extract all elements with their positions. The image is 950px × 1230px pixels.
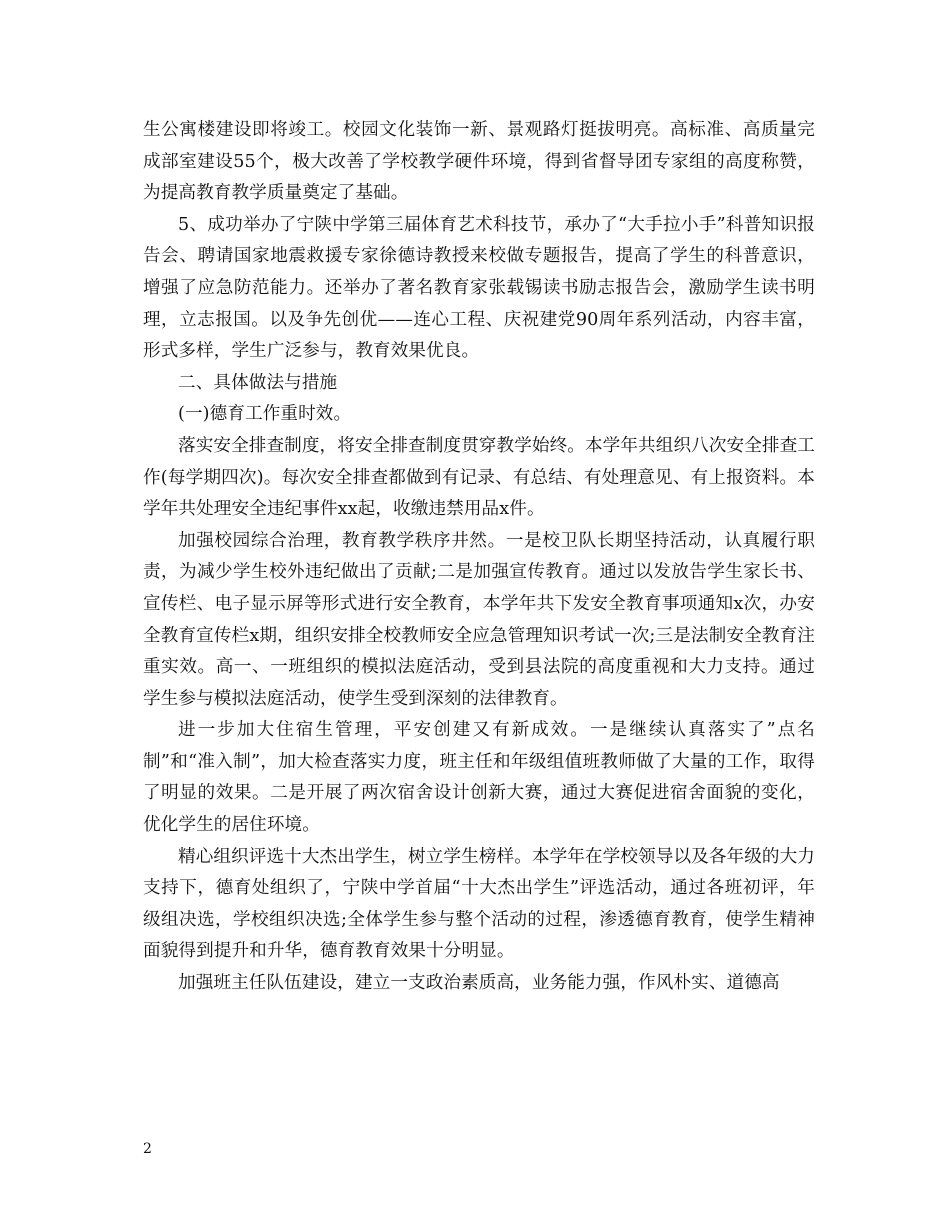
section-heading: 二、具体做法与措施	[178, 372, 338, 393]
paragraph-1: 生公寓楼建设即将竣工。校园文化装饰一新、景观路灯挺拔明亮。高标准、高质量完成部室建设55个，极大改善了学校教学硬件环境，得到省督导团专家组的高度称赞，为提高教育教学质量奠定了基础。	[143, 120, 815, 204]
subsection-heading: (一)德育工作重时效。	[178, 404, 352, 425]
page-number: 2	[143, 1141, 152, 1157]
paragraph-9: 加强班主任队伍建设，建立一支政治素质高，业务能力强，作风朴实、道德高	[178, 973, 780, 994]
paragraph-5: 落实安全排查制度，将安全排查制度贯穿教学始终。本学年共组织八次安全排查工作(每学期四次)。每次安全排查都做到有记录、有总结、有处理意见、有上报资料。本学年共处理安全违纪事件xx起，收缴违禁用品x件。	[143, 435, 815, 520]
paragraph-8: 精心组织评选十大杰出学生，树立学生榜样。本学年在学校领导以及各年级的大力支持下，德育处组织了，宁陕中学首届“十大杰出学生”评选活动，通过各班初评，年级组决选，学校组织决选;全体学生参与整个活动的过程，渗透德育教育，使学生精神面貌得到提升和升华，德育教育效果十分明显。	[143, 846, 815, 962]
document-body	[143, 115, 815, 1000]
paragraph-2: 5、成功举办了宁陕中学第三届体育艺术科技节，承办了“大手拉小手”科普知识报告会、聘请国家地震救援专家徐德诗教授来校做专题报告，提高了学生的科普意识，增强了应急防范能力。还举办了著名教育家张载锡读书励志报告会，激励学生读书明理，立志报国。以及争先创优——连心工程、庆祝建党90周年系列活动，内容丰富，形式多样，学生广泛参与，教育效果优良。	[143, 214, 815, 362]
paragraph-6: 加强校园综合治理，教育教学秩序井然。一是校卫队长期坚持活动，认真履行职责，为减少学生校外违纪做出了贡献;二是加强宣传教育。通过以发放告学生家长书、宣传栏、电子显示屏等形式进行安全教育，本学年共下发安全教育事项通知x次，办安全教育宣传栏x期，组织安排全校教师安全应急管理知识考试一次;三是法制安全教育注重实效。高一、一班组织的模拟法庭活动，受到县法院的高度重视和大力支持。通过学生参与模拟法庭活动，使学生受到深刻的法律教育。	[143, 530, 815, 709]
paragraph-7: 进一步加大住宿生管理，平安创建又有新成效。一是继续认真落实了”点名制”和“准入制”，加大检查落实力度，班主任和年级组值班教师做了大量的工作，取得了明显的效果。二是开展了两次宿舍设计创新大赛，通过大赛促进宿舍面貌的变化，优化学生的居住环境。	[143, 720, 815, 836]
